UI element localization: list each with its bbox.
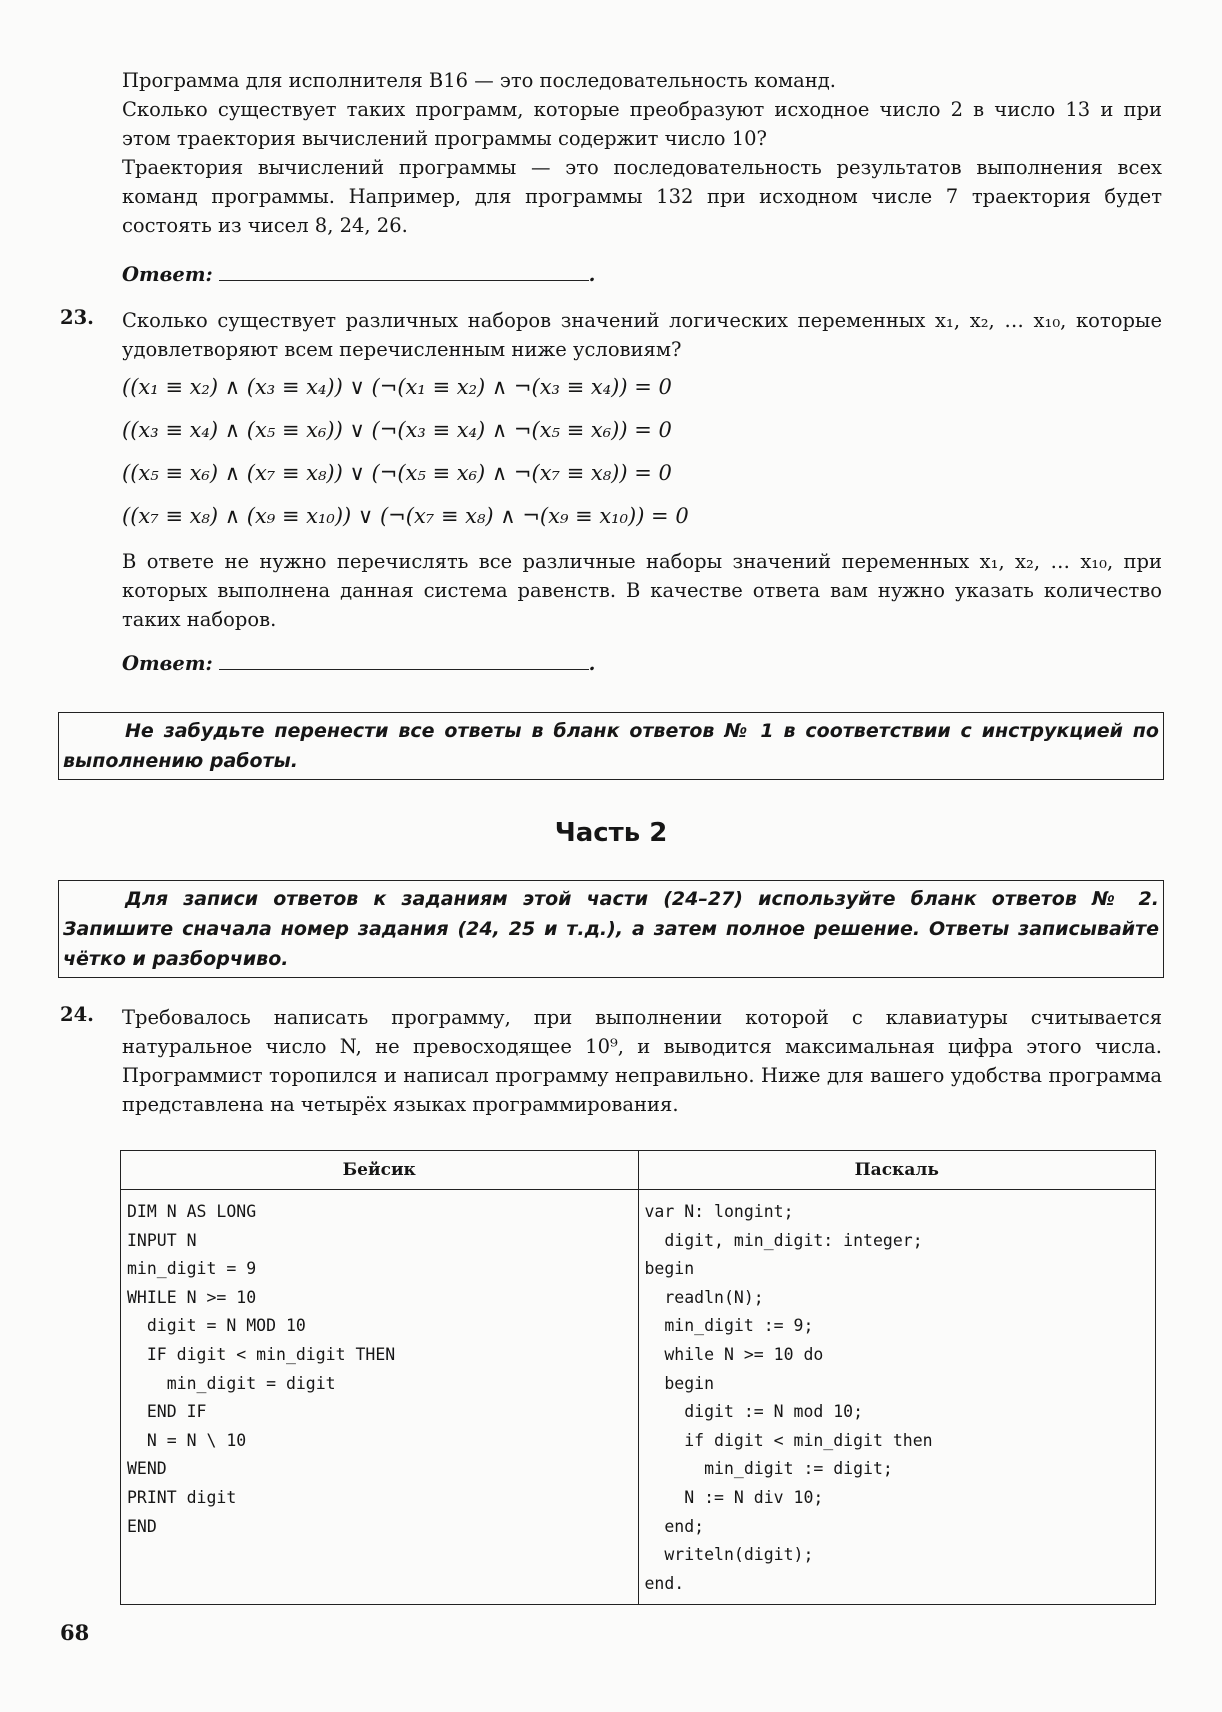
column-header-basic: Бейсик	[121, 1151, 639, 1190]
task22-trajectory-definition: Траектория вычислений программы — это последовательность результатов выполнения всех команд программы. Например, для программы 132 при исходном числе 7 траектория будет состоять из чисел 8, 24, 26.	[122, 156, 1162, 237]
task23-number: 23.	[60, 306, 94, 329]
answer-label: Ответ:	[122, 652, 213, 675]
task23-formula-3: ((x₅ ≡ x₆) ∧ (x₇ ≡ x₈)) ∨ (¬(x₅ ≡ x₆) ∧ ¬(x₇ ≡ x₈)) = 0	[122, 461, 672, 485]
task22-answer-field: Ответ: .	[122, 263, 596, 286]
task24-number: 24.	[60, 1003, 94, 1026]
task24-text: Требовалось написать программу, при выполнении которой с клавиатуры считывается натуральное число N, не превосходящее 10⁹, и выводится максимальная цифра этого числа. Программист торопился и написал программу неправильно. Ниже для вашего удобства программа представлена на четырёх языках программирования.	[122, 1006, 1162, 1116]
column-header-pascal: Паскаль	[638, 1151, 1156, 1190]
basic-code: DIM N AS LONG INPUT N min_digit = 9 WHILE N >= 10 digit = N MOD 10 IF digit < min_digit THEN min_digit = digit END IF N = N \ 10 WEND PRINT digit END	[127, 1202, 396, 1536]
task23-formula-2: ((x₃ ≡ x₄) ∧ (x₅ ≡ x₆)) ∨ (¬(x₃ ≡ x₄) ∧ ¬(x₅ ≡ x₆)) = 0	[122, 418, 672, 442]
reminder-box	[58, 712, 1164, 780]
task23-formula-1: ((x₁ ≡ x₂) ∧ (x₃ ≡ x₄)) ∨ (¬(x₁ ≡ x₂) ∧ ¬(x₃ ≡ x₄)) = 0	[122, 375, 672, 399]
task22-question: Сколько существует таких программ, которые преобразуют исходное число 2 в число 13 и при этом траектория вычислений программы содержит число 10?	[122, 98, 1162, 150]
task23-note: В ответе не нужно перечислять все различные наборы значений переменных x₁, x₂, … x₁₀, при которых выполнена данная система равенств. В качестве ответа вам нужно указать количество таких наборов.	[122, 550, 1162, 631]
part2-instructions-text: Для записи ответов к заданиям этой части (24–27) используйте бланк ответов № 2. Запишите сначала номер задания (24, 25 и т.д.), а затем полное решение. Ответы записывайте чётко и разборчиво.	[63, 888, 1159, 970]
answer-line	[219, 651, 589, 670]
reminder-text: Не забудьте перенести все ответы в бланк ответов № 1 в соответствии с инструкцией по выполнению работы.	[63, 720, 1159, 772]
answer-line	[219, 262, 589, 281]
part2-title: Часть 2	[554, 818, 668, 848]
pascal-code: var N: longint; digit, min_digit: integer; begin readln(N); min_digit := 9; while N >= 10 do begin digit := N mod 10; if digit < min_digit then min_digit := digit; N := N div 10; end; writeln(digit); end.	[644, 1202, 933, 1593]
part2-instructions-box	[58, 880, 1164, 978]
code-table	[120, 1150, 1156, 1605]
answer-label: Ответ:	[122, 263, 213, 286]
task23-answer-field: Ответ: .	[122, 652, 596, 675]
task23-question: Сколько существует различных наборов значений логических переменных x₁, x₂, … x₁₀, которые удовлетворяют всем перечисленным ниже условиям?	[122, 309, 1162, 361]
page-number: 68	[60, 1620, 90, 1645]
task22-line-1: Программа для исполнителя В16 — это последовательность команд.	[122, 69, 836, 92]
task23-formula-4: ((x₇ ≡ x₈) ∧ (x₉ ≡ x₁₀)) ∨ (¬(x₇ ≡ x₈) ∧ ¬(x₉ ≡ x₁₀)) = 0	[122, 504, 689, 528]
